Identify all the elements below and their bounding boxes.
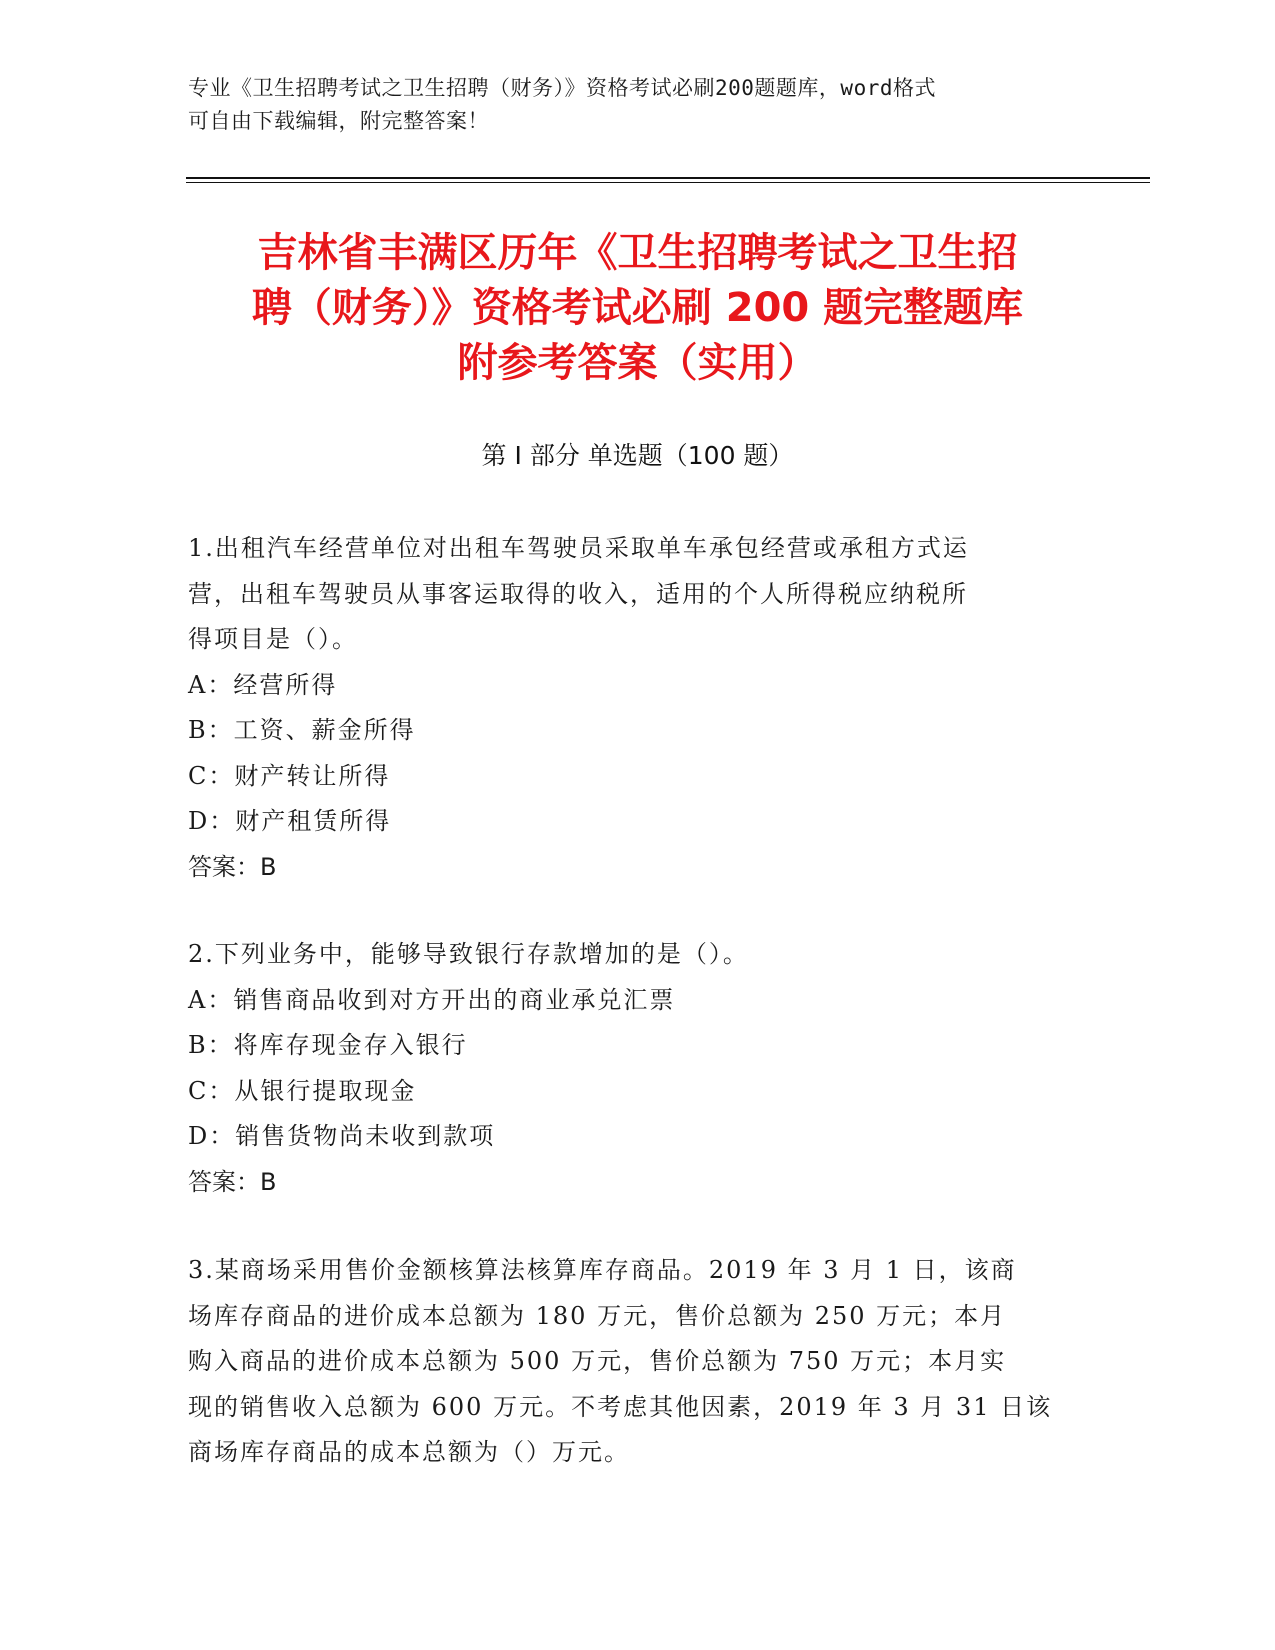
question-stem-line: 3.某商场采用售价金额核算法核算库存商品。2019 年 3 月 1 日，该商 <box>188 1256 1017 1284</box>
option-c: C：财产转让所得 <box>188 761 391 790</box>
option-b: B：将库存现金存入银行 <box>188 1031 468 1059</box>
option-c: C：从银行提取现金 <box>188 1076 417 1105</box>
document-title <box>150 226 1125 391</box>
question-stem-line: 1.出租汽车经营单位对出租车驾驶员采取单车承包经营或承租方式运 <box>188 534 969 562</box>
header-note-line-1: 专业《卫生招聘考试之卫生招聘（财务）》资格考试必刷200题题库，word格式 <box>188 76 936 100</box>
header-rule-thin <box>186 182 1150 183</box>
answer-label: 答案：B <box>188 1167 277 1196</box>
section-heading: 第 I 部分 单选题（100 题） <box>481 441 794 470</box>
option-d: D：销售货物尚未收到款项 <box>188 1122 496 1150</box>
option-a: A：销售商品收到对方开出的商业承兑汇票 <box>188 985 676 1014</box>
question-stem-line: 2.下列业务中，能够导致银行存款增加的是（）。 <box>188 940 749 968</box>
answer-label: 答案：B <box>188 852 277 881</box>
question-stem-line: 场库存商品的进价成本总额为 180 万元，售价总额为 250 万元；本月 <box>188 1301 1007 1330</box>
question-stem-line: 营，出租车驾驶员从事客运取得的收入，适用的个人所得税应纳税所 <box>188 579 968 608</box>
question-stem-line: 购入商品的进价成本总额为 500 万元，售价总额为 750 万元；本月实 <box>188 1347 1007 1375</box>
question-1 <box>188 526 1088 890</box>
header-rule-thick <box>186 177 1150 179</box>
question-stem-line: 得项目是（）。 <box>188 625 358 653</box>
document-title-line-2: 聘（财务）》资格考试必刷 200 题完整题库 <box>251 285 1024 331</box>
document-title-line-3: 附参考答案（实用） <box>457 340 818 386</box>
question-2 <box>188 932 1088 1205</box>
header-note <box>188 72 1068 138</box>
question-stem-line: 商场库存商品的成本总额为（）万元。 <box>188 1438 630 1466</box>
option-b: B：工资、薪金所得 <box>188 716 416 744</box>
option-a: A：经营所得 <box>188 670 338 699</box>
option-d: D：财产租赁所得 <box>188 807 392 835</box>
question-stem-line: 现的销售收入总额为 600 万元。不考虑其他因素，2019 年 3 月 31 日该 <box>188 1392 1053 1421</box>
header-note-line-2: 可自由下载编辑，附完整答案！ <box>188 109 489 133</box>
question-3 <box>188 1248 1088 1476</box>
document-title-line-1: 吉林省丰满区历年《卫生招聘考试之卫生招 <box>257 230 1018 276</box>
